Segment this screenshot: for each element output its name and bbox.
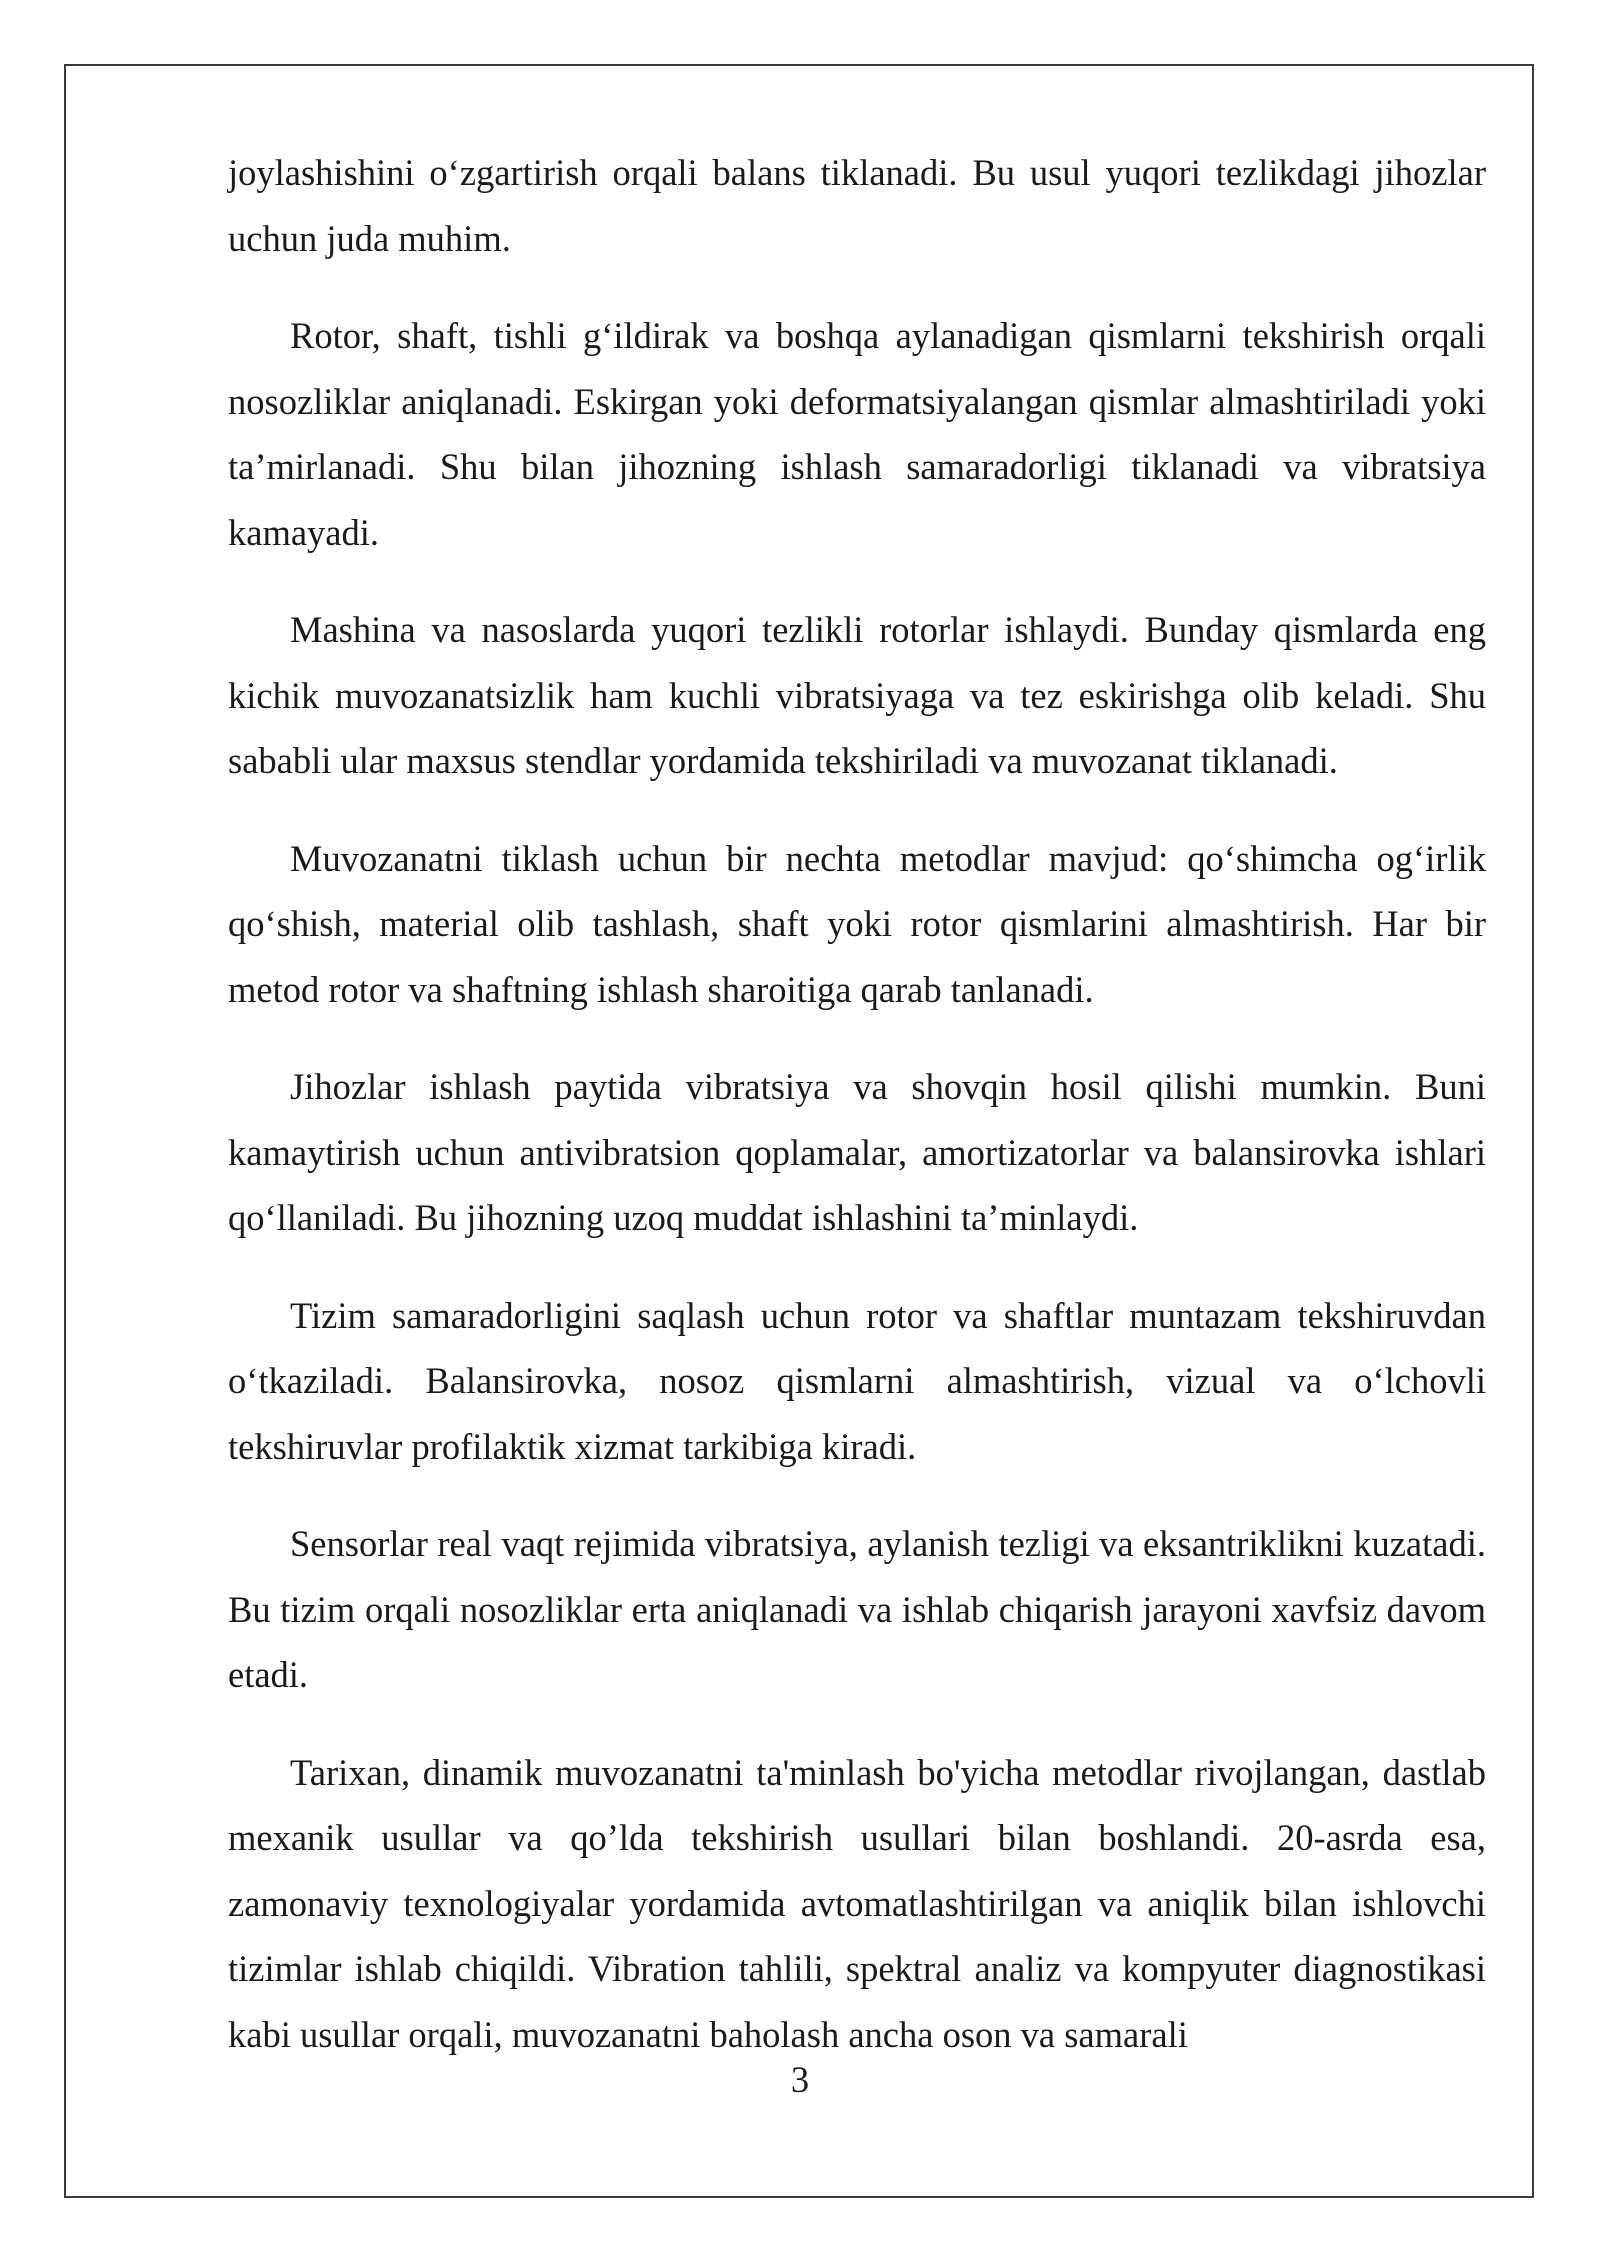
paragraph: Rotor, shaft, tishli g‘ildirak va boshqa aylanadigan qismlarni tekshirish orqali nosozliklar aniqlanadi. Eskirgan yoki deformatsiyalangan qismlar almashtiriladi yoki ta’mirlanadi. Shu bilan jihozning ishlash samaradorligi tiklanadi va vibratsiya kamayadi. [228,315,1486,553]
paragraph: Muvozanatni tiklash uchun bir nechta metodlar mavjud: qo‘shimcha og‘irlik qo‘shish, material olib tashlash, shaft yoki rotor qismlarini almashtirish. Har bir metod rotor va shaftning ishlash sharoitiga qarab tanlanadi. [228,837,1486,1010]
paragraph: Sensorlar real vaqt rejimida vibratsiya, aylanish tezligi va eksantriklikni kuzatadi. Bu tizim orqali nosozliklar erta aniqlanadi va ishlab chiqarish jarayoni xavfsiz davom etadi. [228,1523,1486,1695]
paragraph: Tizim samaradorligini saqlash uchun rotor va shaftlar muntazam tekshiruvdan o‘tkaziladi. Balansirovka, nosoz qismlarni almashtirish, vizual va o‘lchovli tekshiruvlar profilaktik xizmat tarkibiga kiradi. [228,1294,1486,1467]
paragraph: Mashina va nasoslarda yuqori tezlikli rotorlar ishlaydi. Bunday qismlarda eng kichik muvozanatsizlik ham kuchli vibratsiyaga va tez eskirishga olib keladi. Shu sababli ular maxsus stendlar yordamida tekshiriladi va muvozanat tiklanadi. [228,609,1486,781]
paragraph: joylashishini o‘zgartirish orqali balans tiklanadi. Bu usul yuqori tezlikdagi jihozlar uchun juda muhim. [228,152,1486,259]
document-body [228,140,1486,2099]
page-number: 3 [790,2059,810,2100]
paragraph: Tarixan, dinamik muvozanatni ta'minlash bo'yicha metodlar rivojlangan, dastlab mexanik usullar va qo’lda tekshirish usullari bilan boshlandi. 20-asrda esa, zamonaviy texnologiyalar yordamida avtomatlashtirilgan va aniqlik bilan ishlovchi tizimlar ishlab chiqildi. Vibration tahlili, spektral analiz va kompyuter diagnostikasi kabi usullar orqali, muvozanatni baholash ancha oson va samarali [228,1751,1486,2055]
paragraph: Jihozlar ishlash paytida vibratsiya va shovqin hosil qilishi mumkin. Buni kamaytirish uchun antivibratsion qoplamalar, amortizatorlar va balansirovka ishlari qo‘llaniladi. Bu jihozning uzoq muddat ishlashini ta’minlaydi. [228,1066,1486,1238]
